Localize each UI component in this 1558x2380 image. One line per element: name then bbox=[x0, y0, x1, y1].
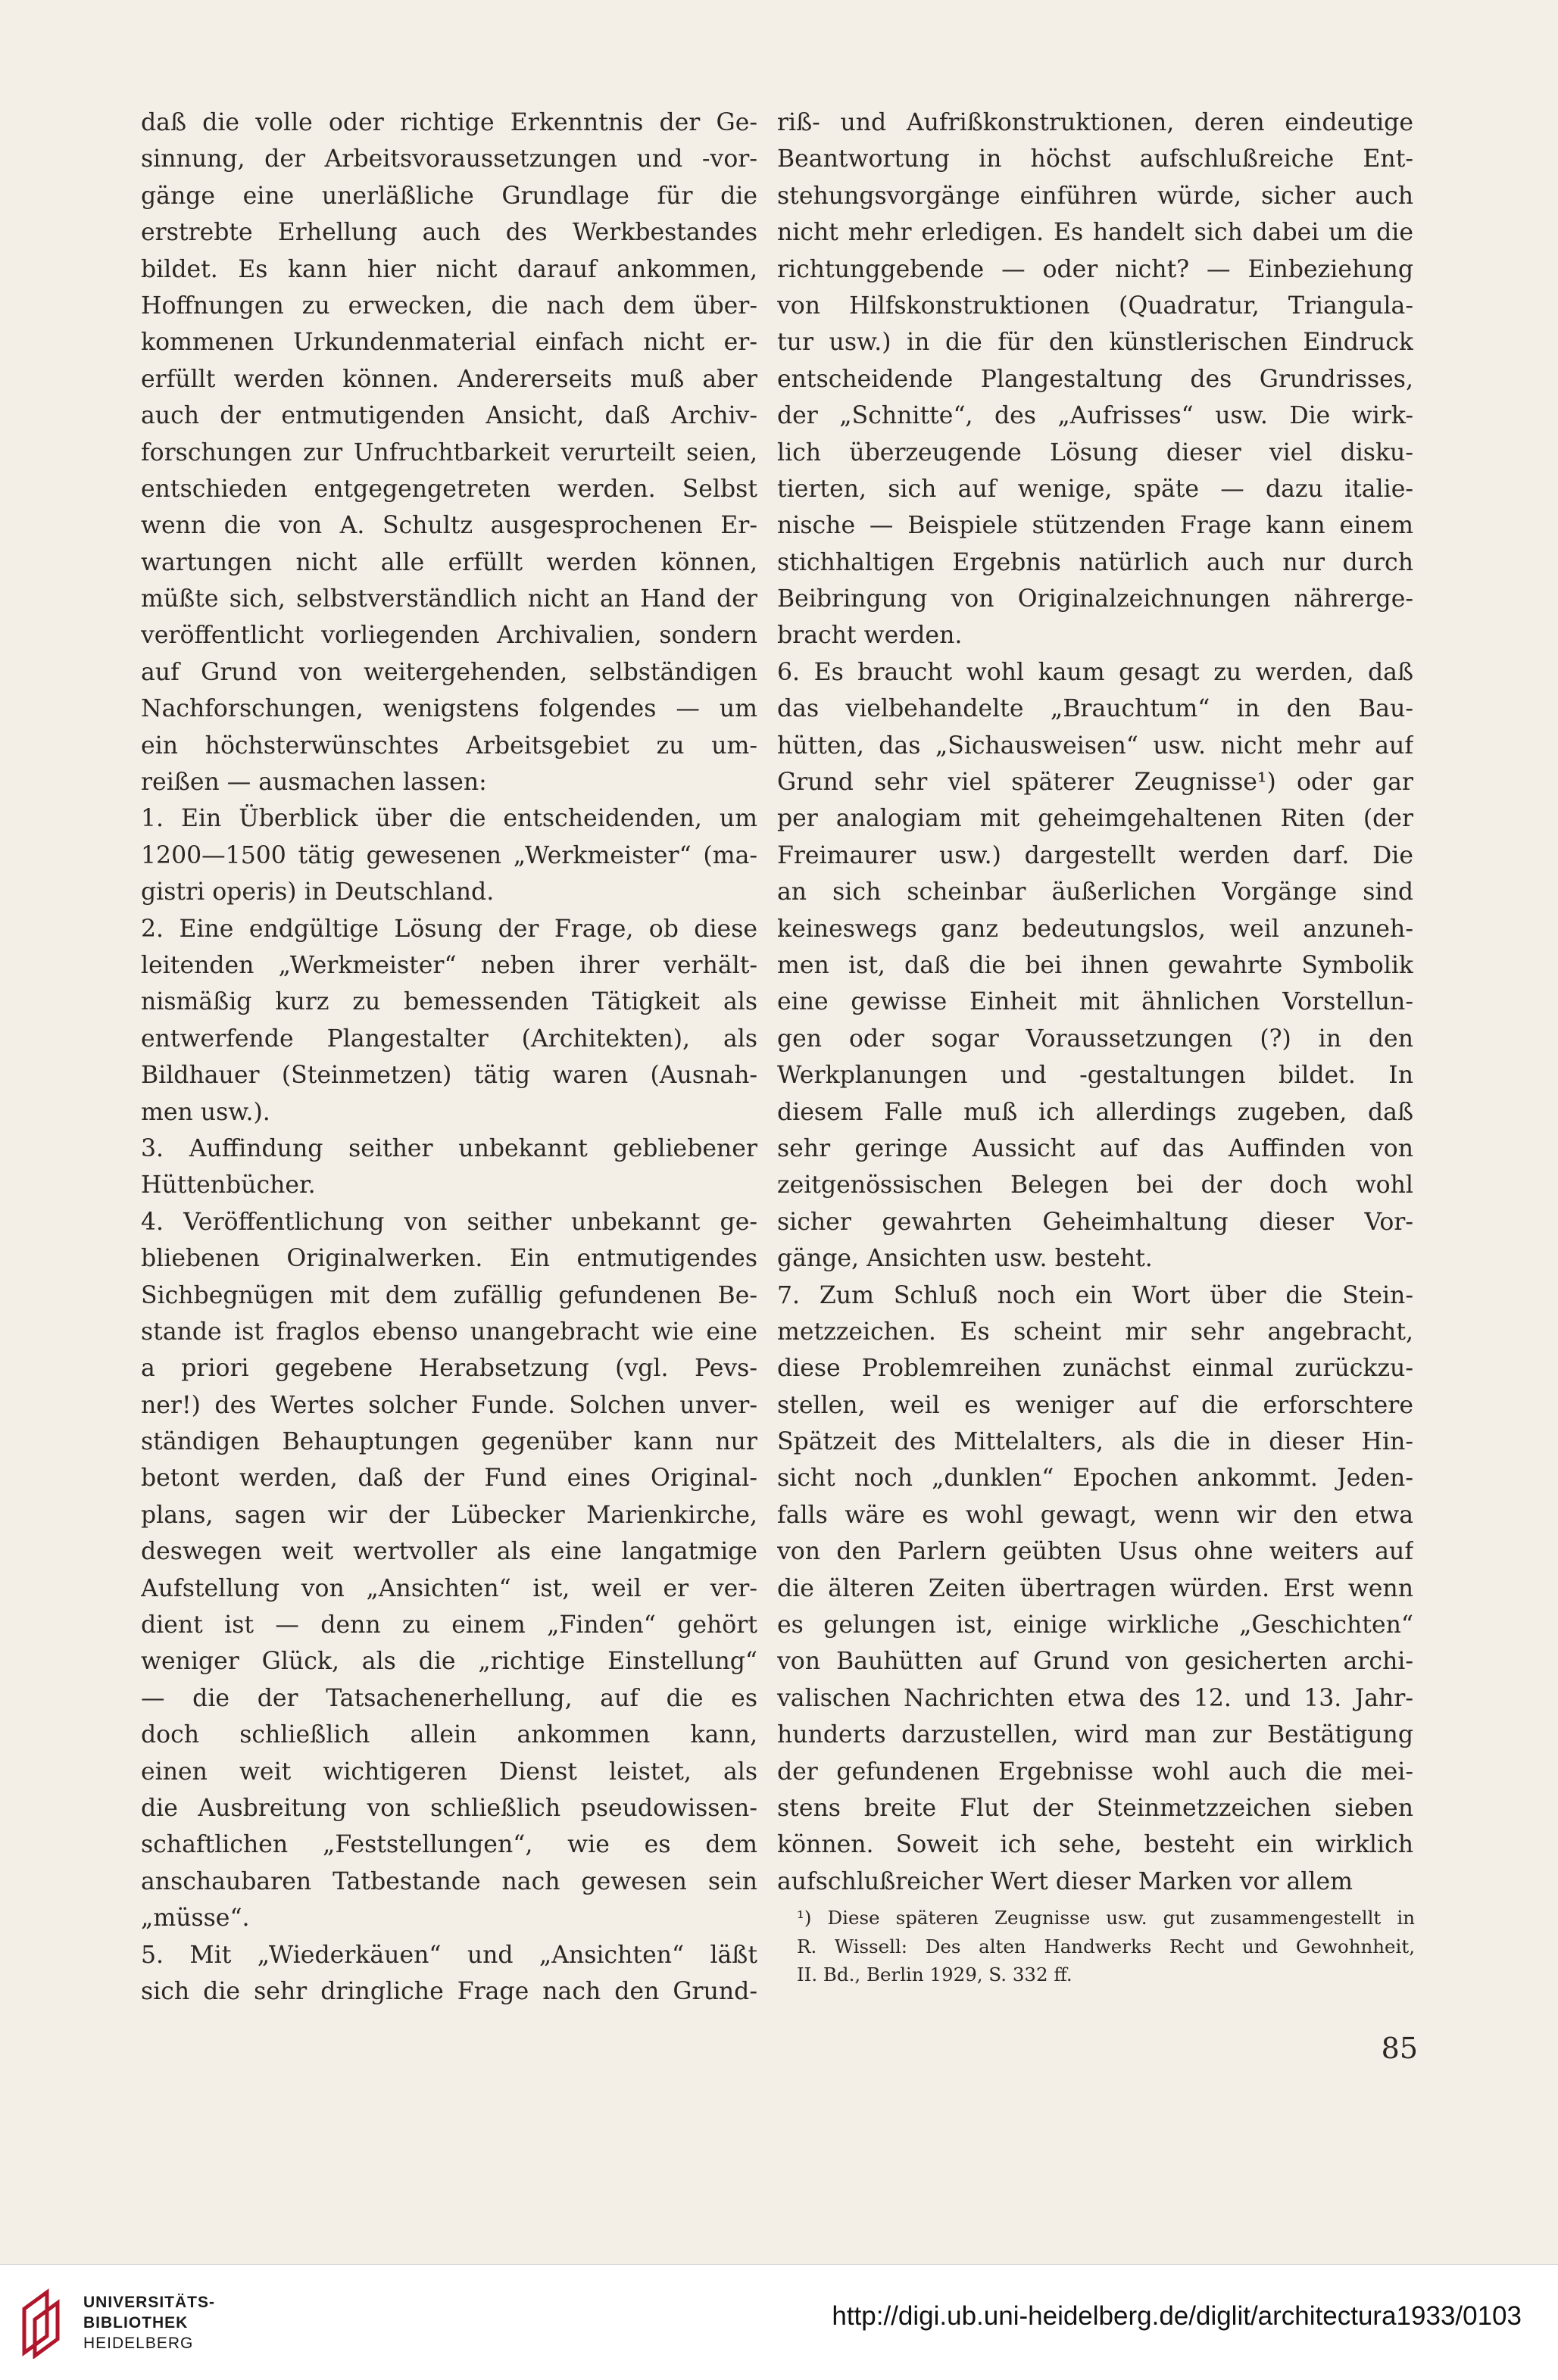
text-line: nicht mehr erledigen. Es handelt sich dabei um die bbox=[777, 219, 1413, 247]
text-line: anschaubaren Tatbestande nach gewesen sein bbox=[141, 1867, 757, 1895]
text-line: Grund sehr viel späterer Zeugnisse¹) oder gar bbox=[777, 769, 1413, 797]
text-line: veröffentlicht vorliegenden Archivalien, sondern bbox=[141, 622, 757, 650]
text-line: gänge eine unerläßliche Grundlage für die bbox=[141, 182, 757, 210]
text-line: müßte sich, selbstverständlich nicht an Hand der bbox=[141, 585, 757, 613]
text-line: der gefundenen Ergebnisse wohl auch die mei- bbox=[777, 1758, 1413, 1786]
text-line: ein höchsterwünschtes Arbeitsgebiet zu um- bbox=[141, 731, 757, 760]
text-line: Freimaurer usw.) dargestellt werden darf. Die bbox=[777, 841, 1413, 869]
text-line: an sich scheinbar äußerlichen Vorgänge sind bbox=[777, 878, 1413, 906]
text-line: auf Grund von weitergehenden, selbständigen bbox=[141, 658, 757, 686]
text-line: ständigen Behauptungen gegenüber kann nur bbox=[141, 1428, 757, 1456]
text-line: bildet. Es kann hier nicht darauf ankommen, bbox=[141, 255, 757, 283]
text-line: per analogiam mit geheimgehaltenen Riten (der bbox=[777, 805, 1413, 833]
text-line: valischen Nachrichten etwa des 12. und 13. Jahr- bbox=[777, 1684, 1413, 1712]
text-line: entwerfende Plangestalter (Architekten), als bbox=[141, 1025, 757, 1053]
text-line: stellen, weil es weniger auf die erforschtere bbox=[777, 1391, 1413, 1419]
text-line: keineswegs ganz bedeutungslos, weil anzuneh- bbox=[777, 915, 1413, 943]
text-line: 1200—1500 tätig gewesenen „Werkmeister“ (ma- bbox=[141, 841, 757, 869]
library-name-line3: HEIDELBERG bbox=[83, 2335, 194, 2352]
text-line: diesem Falle muß ich allerdings zugeben, daß bbox=[777, 1098, 1413, 1126]
text-line: gistri operis) in Deutschland. bbox=[141, 878, 495, 906]
text-line: sinnung, der Arbeitsvoraussetzungen und -vor- bbox=[141, 145, 757, 173]
text-line: bliebenen Originalwerken. Ein entmutigendes bbox=[141, 1245, 757, 1273]
text-line: sicht noch „dunklen“ Epochen ankommt. Jeden- bbox=[777, 1464, 1413, 1493]
text-line: forschungen zur Unfruchtbarkeit verurteilt seien, bbox=[141, 438, 757, 466]
text-line: hütten, das „Sichausweisen“ usw. nicht mehr auf bbox=[777, 731, 1413, 760]
text-line: richtunggebende — oder nicht? — Einbeziehung bbox=[777, 255, 1413, 283]
text-line: sich die sehr dringliche Frage nach den Grund- bbox=[141, 1977, 757, 2005]
footnote bbox=[797, 1904, 1415, 1989]
text-line: wenn die von A. Schultz ausgesprochenen Er- bbox=[141, 512, 757, 540]
library-name-line2: BIBLIOTHEK bbox=[83, 2314, 189, 2332]
text-line: auch der entmutigenden Ansicht, daß Archiv- bbox=[141, 402, 757, 430]
right-text-column bbox=[777, 104, 1413, 1900]
source-url-link[interactable]: http://digi.ub.uni-heidelberg.de/diglit/architectura1933/0103 bbox=[832, 2301, 1522, 2331]
text-line: kommenen Urkundenmaterial einfach nicht er- bbox=[141, 329, 757, 357]
text-line: — die der Tatsachenerhellung, auf die es bbox=[141, 1684, 757, 1712]
text-line: „müsse“. bbox=[141, 1904, 250, 1932]
text-line: dient ist — denn zu einem „Finden“ gehört bbox=[141, 1611, 757, 1639]
text-line: 2. Eine endgültige Lösung der Frage, ob diese bbox=[141, 915, 757, 943]
text-line: riß- und Aufrißkonstruktionen, deren eindeutige bbox=[777, 109, 1413, 136]
library-logo-icon bbox=[17, 2286, 70, 2359]
text-line: metzzeichen. Es scheint mir sehr angebracht, bbox=[777, 1318, 1413, 1346]
text-line: plans, sagen wir der Lübecker Marienkirche, bbox=[141, 1501, 757, 1529]
text-line: von Hilfskonstruktionen (Quadratur, Triangula- bbox=[777, 292, 1413, 320]
text-line: men ist, daß die bei ihnen gewahrte Symbolik bbox=[777, 951, 1413, 979]
library-name-line1: UNIVERSITÄTS- bbox=[83, 2294, 216, 2311]
text-line: es gelungen ist, einige wirkliche „Geschichten“ bbox=[777, 1611, 1413, 1639]
text-line: von Bauhütten auf Grund von gesicherten archi- bbox=[777, 1648, 1413, 1676]
text-line: hunderts darzustellen, wird man zur Bestätigung bbox=[777, 1721, 1413, 1749]
text-line: stichhaltigen Ergebnis natürlich auch nur durch bbox=[777, 548, 1413, 576]
text-line: entschieden entgegengetreten werden. Selbst bbox=[141, 475, 757, 503]
text-line: von den Parlern geübten Usus ohne weiters auf bbox=[777, 1538, 1413, 1566]
text-line: erfüllt werden können. Andererseits muß aber bbox=[141, 365, 757, 393]
text-line: können. Soweit ich sehe, besteht ein wirklich bbox=[777, 1831, 1413, 1859]
footer-bar bbox=[0, 2264, 1558, 2380]
text-line: falls wäre es wohl gewagt, wenn wir den etwa bbox=[777, 1501, 1413, 1529]
text-line: einen weit wichtigeren Dienst leistet, als bbox=[141, 1758, 757, 1786]
text-line: zeitgenössischen Belegen bei der doch wohl bbox=[777, 1171, 1413, 1199]
text-line: Sichbegnügen mit dem zufällig gefundenen Be- bbox=[141, 1281, 757, 1309]
text-line: R. Wissell: Des alten Handwerks Recht und Gewohnheit, bbox=[797, 1935, 1415, 1957]
text-line: erstrebte Erhellung auch des Werkbestandes bbox=[141, 219, 757, 247]
text-line: 5. Mit „Wiederkäuen“ und „Ansichten“ läßt bbox=[141, 1941, 757, 1969]
text-line: a priori gegebene Herabsetzung (vgl. Pevs- bbox=[141, 1355, 757, 1383]
text-line: lich überzeugende Lösung dieser viel disku- bbox=[777, 438, 1413, 466]
text-line: Beibringung von Originalzeichnungen nährerge- bbox=[777, 585, 1413, 613]
text-line: betont werden, daß der Fund eines Original- bbox=[141, 1464, 757, 1493]
text-line: der „Schnitte“, des „Aufrisses“ usw. Die wirk- bbox=[777, 402, 1413, 430]
text-line: daß die volle oder richtige Erkenntnis der Ge- bbox=[141, 109, 757, 136]
text-line: Nachforschungen, wenigstens folgendes — um bbox=[141, 695, 757, 723]
text-line: stehungsvorgänge einführen würde, sicher auch bbox=[777, 182, 1413, 210]
text-line: entscheidende Plangestaltung des Grundrisses, bbox=[777, 365, 1413, 393]
text-line: 7. Zum Schluß noch ein Wort über die Stein- bbox=[777, 1281, 1413, 1309]
text-line: reißen — ausmachen lassen: bbox=[141, 769, 487, 797]
text-line: tierten, sich auf wenige, späte — dazu italie- bbox=[777, 475, 1413, 503]
text-line: Hoffnungen zu erwecken, die nach dem über- bbox=[141, 292, 757, 320]
text-line: ¹) Diese späteren Zeugnisse usw. gut zusammengestellt in bbox=[797, 1907, 1415, 1929]
text-line: men usw.). bbox=[141, 1098, 270, 1126]
text-line: das vielbehandelte „Brauchtum“ in den Bau- bbox=[777, 695, 1413, 723]
text-line: Spätzeit des Mittelalters, als die in dieser Hin- bbox=[777, 1428, 1413, 1456]
text-line: 1. Ein Überblick über die entscheidenden, um bbox=[141, 805, 757, 833]
text-line: tur usw.) in die für den künstlerischen Eindruck bbox=[777, 329, 1413, 357]
text-line: stens breite Flut der Steinmetzzeichen sieben bbox=[777, 1794, 1413, 1822]
text-line: 4. Veröffentlichung von seither unbekannt ge- bbox=[141, 1208, 757, 1236]
text-line: stande ist fraglos ebenso unangebracht wie eine bbox=[141, 1318, 757, 1346]
text-line: ner!) des Wertes solcher Funde. Solchen unver- bbox=[141, 1391, 757, 1419]
text-line: deswegen weit wertvoller als eine langatmige bbox=[141, 1538, 757, 1566]
text-line: diese Problemreihen zunächst einmal zurückzu- bbox=[777, 1355, 1413, 1383]
text-line: weniger Glück, als die „richtige Einstellung“ bbox=[141, 1648, 757, 1676]
text-line: Werkplanungen und -gestaltungen bildet. In bbox=[777, 1062, 1413, 1090]
text-line: die älteren Zeiten übertragen würden. Erst wenn bbox=[777, 1574, 1413, 1602]
text-line: sehr geringe Aussicht auf das Auffinden von bbox=[777, 1134, 1413, 1162]
text-line: wartungen nicht alle erfüllt werden können, bbox=[141, 548, 757, 576]
text-line: nismäßig kurz zu bemessenden Tätigkeit als bbox=[141, 988, 757, 1016]
text-line: 3. Auffindung seither unbekannt gebliebener bbox=[141, 1134, 757, 1162]
left-text-column bbox=[141, 104, 757, 2010]
text-line: aufschlußreicher Wert dieser Marken vor allem bbox=[777, 1867, 1353, 1895]
text-line: Aufstellung von „Ansichten“ ist, weil er ver- bbox=[141, 1574, 757, 1602]
text-line: die Ausbreitung von schließlich pseudowissen- bbox=[141, 1794, 757, 1822]
text-line: Bildhauer (Steinmetzen) tätig waren (Ausnah- bbox=[141, 1062, 757, 1090]
library-name bbox=[83, 2292, 215, 2353]
text-line: II. Bd., Berlin 1929, S. 332 ff. bbox=[797, 1964, 1072, 1986]
text-line: gänge, Ansichten usw. besteht. bbox=[777, 1245, 1153, 1273]
text-line: sicher gewahrten Geheimhaltung dieser Vor- bbox=[777, 1208, 1413, 1236]
text-line: eine gewisse Einheit mit ähnlichen Vorstellun- bbox=[777, 988, 1413, 1016]
text-line: nische — Beispiele stützenden Frage kann einem bbox=[777, 512, 1413, 540]
text-line: bracht werden. bbox=[777, 622, 963, 650]
text-line: gen oder sogar Voraussetzungen (?) in den bbox=[777, 1025, 1413, 1053]
text-line: doch schließlich allein ankommen kann, bbox=[141, 1721, 757, 1749]
text-line: schaftlichen „Feststellungen“, wie es dem bbox=[141, 1831, 757, 1859]
page-number: 85 bbox=[1381, 2032, 1418, 2065]
text-line: 6. Es braucht wohl kaum gesagt zu werden, daß bbox=[777, 658, 1413, 686]
text-line: Hüttenbücher. bbox=[141, 1171, 316, 1199]
text-line: leitenden „Werkmeister“ neben ihrer verhält- bbox=[141, 951, 757, 979]
text-line: Beantwortung in höchst aufschlußreiche Ent- bbox=[777, 145, 1413, 173]
